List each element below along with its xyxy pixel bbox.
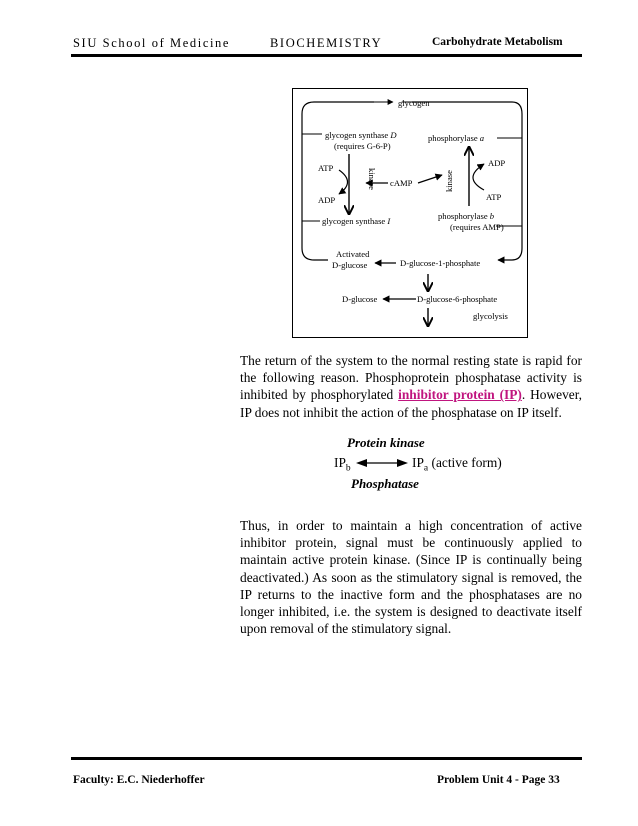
label-activated-d-glucose: D-glucose: [332, 260, 368, 270]
label-synthase-d: glycogen synthase D: [325, 130, 397, 140]
label-activated: Activated: [336, 249, 370, 259]
footer-page: Problem Unit 4 - Page 33: [437, 774, 560, 786]
footer-faculty: Faculty: E.C. Niederhoffer: [73, 774, 205, 786]
left-loop: [302, 102, 374, 260]
para1-text-after: . However, IP does not inhibit the action of the phosphatase on IP itself.: [240, 387, 582, 420]
equation-phosphatase-label: Phosphatase: [351, 476, 419, 491]
label-d-glucose: D-glucose: [342, 294, 378, 304]
camp-arrow-right: [418, 175, 442, 183]
label-phosphorylase-a: phosphorylase a: [428, 133, 485, 143]
label-glycolysis: glycolysis: [473, 311, 508, 321]
glycogen-metabolism-diagram: [292, 88, 528, 338]
header-school: SIU School of Medicine: [73, 36, 231, 50]
equation-ip-b: $IP_b$: [334, 455, 351, 474]
right-loop: [412, 102, 522, 260]
inhibitor-protein-link[interactable]: inhibitor protein (IP): [398, 387, 522, 403]
header-topic: Carbohydrate Metabolism: [432, 36, 563, 48]
label-phosphorylase-b: phosphorylase b: [438, 211, 495, 221]
footer-rule: [71, 757, 582, 760]
header-subject: BIOCHEMISTRY: [270, 36, 383, 50]
label-kinase-right: kinase: [444, 170, 454, 192]
label-atp-right: ATP: [486, 192, 502, 202]
label-adp-right: ADP: [488, 158, 506, 168]
label-atp-left: ATP: [318, 163, 334, 173]
label-glycogen: glycogen: [398, 98, 430, 108]
label-requires-g6p: (requires G-6-P): [334, 141, 391, 151]
equation-protein-kinase-label: Protein kinase: [347, 435, 425, 450]
paragraph-signal: Thus, in order to maintain a high concentration of active inhibitor protein, signal must be continuously applied to maintain active protein kinase. (Since IP is continually being deactivated.) As soon as the stimulatory signal is removed, the IP returns to the inactive form and the phosphatases are no longer inhibited, i.e. the system is designed to deactivate itself upon removal of the stimulatory signal.: [240, 518, 582, 637]
atp-adp-curve-left: [339, 170, 348, 194]
label-g1p: D-glucose-1-phosphate: [400, 258, 481, 268]
header-rule: [71, 54, 582, 57]
label-kinase-left: kinase: [367, 168, 377, 190]
label-requires-amp: (requires AMP): [450, 222, 504, 232]
label-synthase-i: glycogen synthase I: [322, 216, 391, 226]
label-g6p: D-glucose-6-phosphate: [417, 294, 498, 304]
paragraph-resting-state: [240, 352, 582, 421]
atp-adp-curve-right: [473, 164, 484, 190]
label-adp-left: ADP: [318, 195, 336, 205]
equation-ip-a: $IP_a$ (active form): [412, 455, 502, 474]
equilibrium-arrow-icon: [356, 458, 408, 468]
para1-text-before: The return of the system to the normal resting state is rapid for the following reason. Phosphoprotein phosphatase activity is inhibited by phosphorylated: [240, 353, 582, 403]
label-camp: cAMP: [390, 178, 413, 188]
equation-line: [334, 455, 534, 473]
